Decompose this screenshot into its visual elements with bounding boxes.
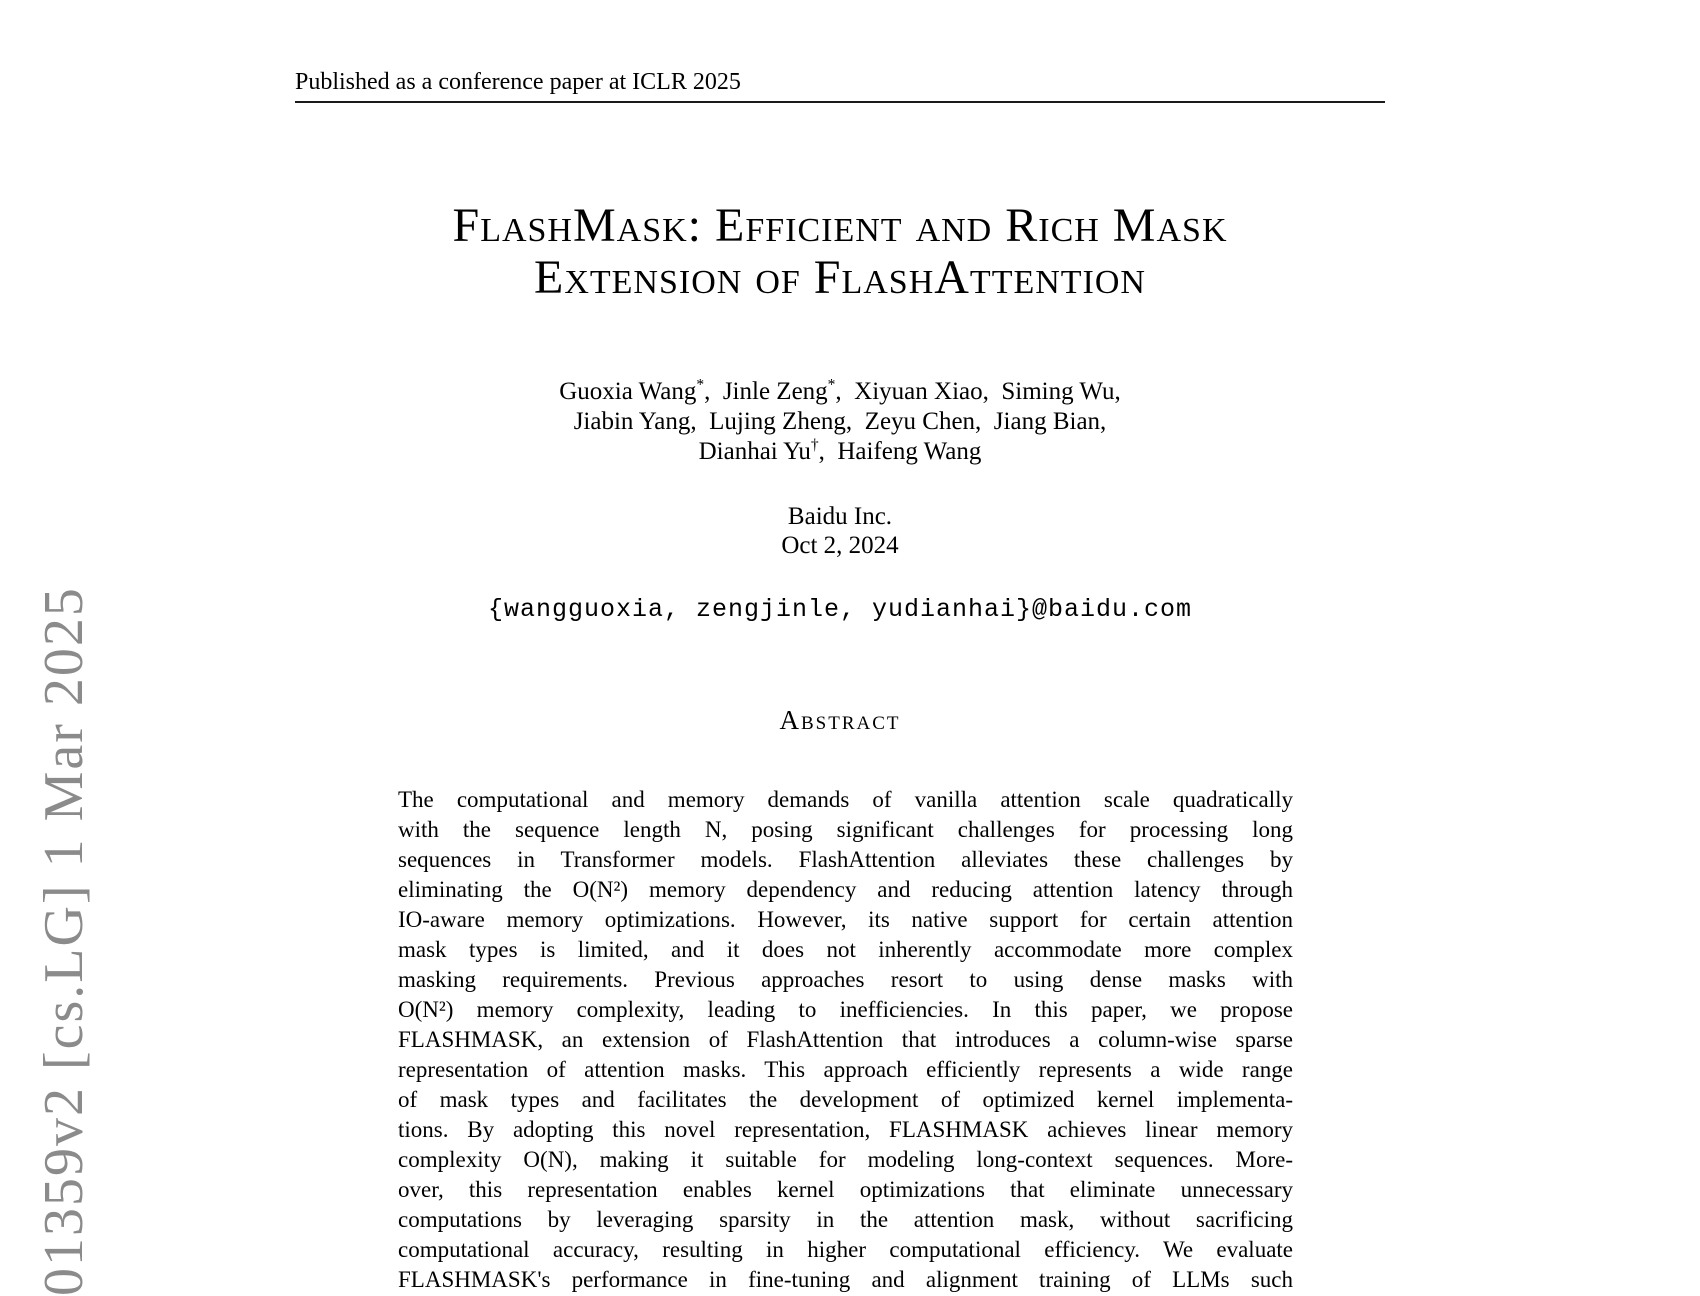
abstract-line: computational accuracy, resulting in higher computational efficiency. We evaluate: [398, 1237, 1293, 1262]
paper-title-line1: FlashMask: Efficient and Rich Mask: [452, 199, 1228, 252]
affiliation-block: [295, 502, 1385, 560]
abstract-line: sequences in Transformer models. FlashAttention alleviates these challenges by: [398, 847, 1293, 872]
footnote-mark: *: [827, 376, 836, 394]
abstract-line: representation of attention masks. This approach efficiently represents a wide range: [398, 1057, 1293, 1082]
footnote-mark: *: [696, 376, 705, 394]
abstract-heading: Abstract: [779, 705, 901, 735]
arxiv-watermark: 01359v2 [cs.LG] 1 Mar 2025: [33, 586, 95, 1296]
abstract-line: computations by leveraging sparsity in the attention mask, without sacrificing: [398, 1207, 1293, 1232]
email-line: {wangguoxia, zengjinle, yudianhai}@baidu.com: [487, 595, 1193, 624]
author-line: Dianhai Yu†, Haifeng Wang: [698, 436, 982, 465]
author-line: Jiabin Yang, Lujing Zheng, Zeyu Chen, Jiang Bian,: [573, 408, 1107, 435]
affiliation-name: Baidu Inc.: [787, 503, 893, 530]
abstract-line: eliminating the O(N²) memory dependency and reducing attention latency through: [398, 877, 1293, 902]
abstract-line: O(N²) memory complexity, leading to inefficiencies. In this paper, we propose: [398, 997, 1293, 1022]
abstract-line: with the sequence length N, posing significant challenges for processing long: [398, 817, 1293, 842]
author-list: [295, 377, 1385, 467]
abstract-line: The computational and memory demands of vanilla attention scale quadratically: [398, 787, 1293, 812]
abstract-line: FLASHMASK, an extension of FlashAttention that introduces a column-wise sparse: [398, 1027, 1293, 1052]
abstract-line: masking requirements. Previous approaches resort to using dense masks with: [398, 967, 1293, 992]
paper-title-line2: Extension of FlashAttention: [534, 251, 1146, 304]
author-line: Guoxia Wang*, Jinle Zeng*, Xiyuan Xiao, Siming Wu,: [559, 376, 1121, 405]
abstract-line: tions. By adopting this novel representation, FLASHMASK achieves linear memory: [398, 1117, 1293, 1142]
footnote-mark: †: [810, 436, 819, 454]
header-rule: [295, 101, 1385, 103]
paper-content-column: [295, 0, 1385, 1292]
paper-title: [295, 200, 1385, 304]
publication-note: Published as a conference paper at ICLR 2025: [295, 69, 741, 95]
abstract-line: mask types is limited, and it does not inherently accommodate more complex: [398, 937, 1293, 962]
abstract-line: complexity O(N), making it suitable for modeling long-context sequences. More-: [398, 1147, 1293, 1172]
abstract-body: [398, 785, 1293, 1295]
paper-date: Oct 2, 2024: [781, 532, 899, 559]
abstract-line: IO-aware memory optimizations. However, its native support for certain attention: [398, 907, 1293, 932]
abstract-line: FLASHMASK's performance in fine-tuning and alignment training of LLMs such: [398, 1267, 1293, 1292]
abstract-line: of mask types and facilitates the development of optimized kernel implementa-: [398, 1087, 1293, 1112]
abstract-line: over, this representation enables kernel optimizations that eliminate unnecessary: [398, 1177, 1293, 1202]
